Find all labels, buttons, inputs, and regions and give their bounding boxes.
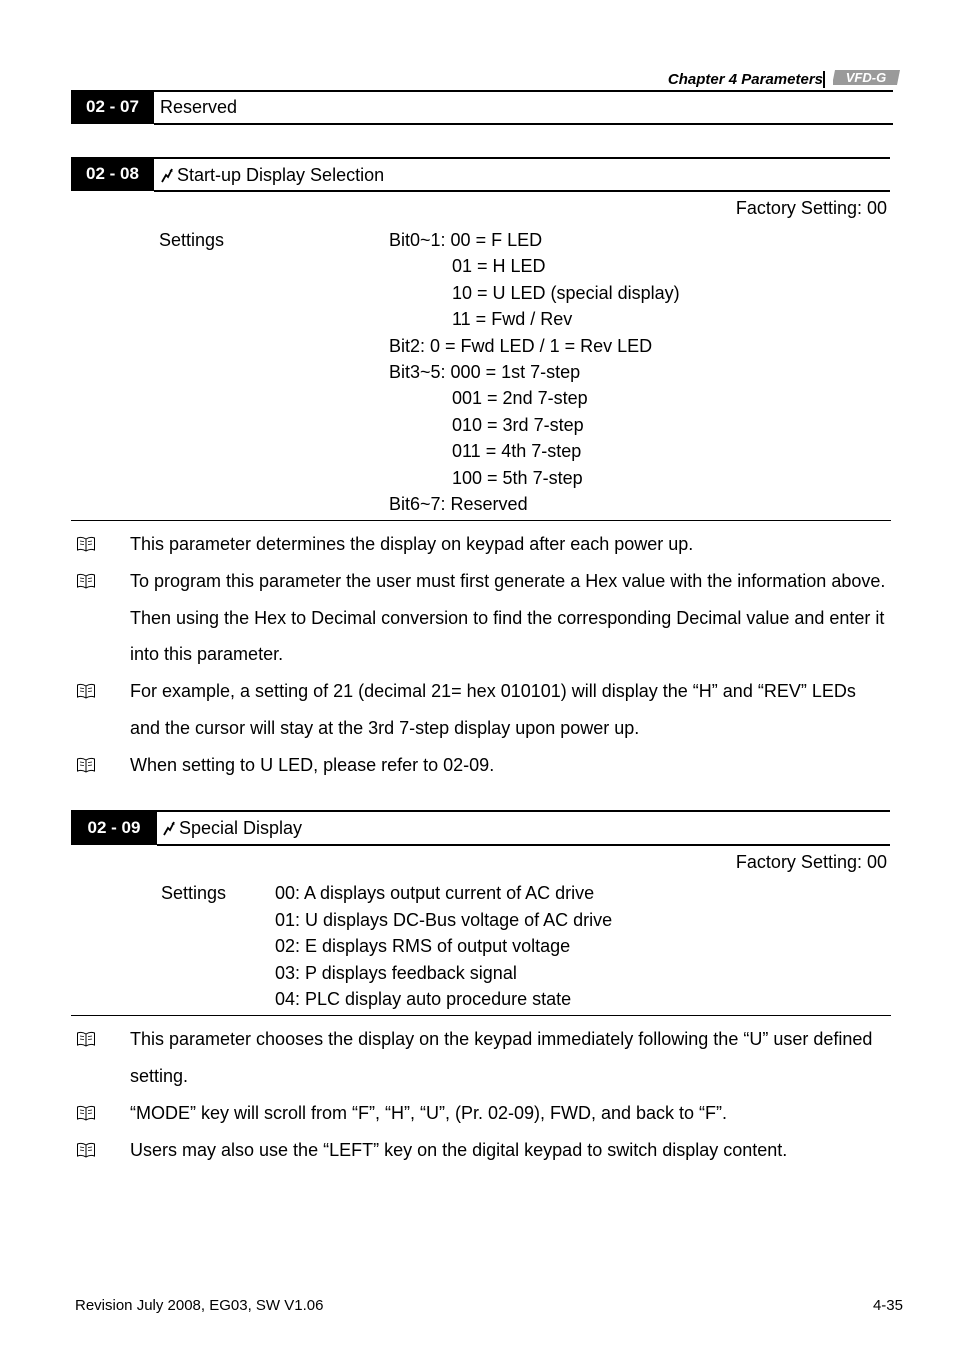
note-line: To program this parameter the user must first generate a Hex value with the information above. xyxy=(130,571,886,591)
note-line: Users may also use the “LEFT” key on the digital keypad to switch display content. xyxy=(130,1140,788,1160)
param-0207-top-rule xyxy=(71,90,893,92)
param-title-0208-text: Start-up Display Selection xyxy=(177,165,385,185)
param-code-0209: 02 - 09 xyxy=(71,810,157,845)
param-title-0207: Reserved xyxy=(160,97,238,117)
note-line: This parameter determines the display on keypad after each power up. xyxy=(130,534,694,554)
param-0209-top-rule xyxy=(71,810,890,812)
note-line: For example, a setting of 21 (decimal 21= hex 010101) will display the “H” and “REV” LEDs xyxy=(130,681,856,701)
note-line: “MODE” key will scroll from “F”, “H”, “U”, (Pr. 02-09), FWD, and back to “F”. xyxy=(130,1103,728,1123)
book-icon xyxy=(76,573,96,589)
book-icon xyxy=(76,1142,96,1158)
note-line: and the cursor will stay at the 3rd 7-step display upon power up. xyxy=(130,718,640,738)
param-0209-bottom-rule xyxy=(157,844,890,846)
setting-line: 03: P displays feedback signal xyxy=(275,963,517,983)
setting-line: 010 = 3rd 7-step xyxy=(452,415,584,435)
vfd-g-logo xyxy=(833,69,903,86)
modifiable-during-run-icon xyxy=(162,820,176,836)
settings-label-0209: Settings xyxy=(161,883,227,903)
logo-text: VFD-G xyxy=(845,70,887,85)
param-title-0209-text: Special Display xyxy=(179,818,303,838)
setting-line: 11 = Fwd / Rev xyxy=(452,309,573,329)
setting-line: Bit2: 0 = Fwd LED / 1 = Rev LED xyxy=(389,336,653,356)
book-icon xyxy=(76,1105,96,1121)
param-code-0207: 02 - 07 xyxy=(71,90,154,124)
note-line: Then using the Hex to Decimal conversion to find the corresponding Decimal value and enter it xyxy=(130,608,885,628)
param-0207-bottom-rule xyxy=(154,123,893,125)
setting-line: 02: E displays RMS of output voltage xyxy=(275,936,571,956)
setting-line: Bit0~1: 00 = F LED xyxy=(389,230,543,250)
note-line: When setting to U LED, please refer to 02-09. xyxy=(130,755,495,775)
setting-line: 00: A displays output current of AC drive xyxy=(275,883,595,903)
setting-line: 001 = 2nd 7-step xyxy=(452,388,588,408)
note-line: This parameter chooses the display on the keypad immediately following the “U” user defined xyxy=(130,1029,873,1049)
settings-label-0208: Settings xyxy=(159,230,225,250)
modifiable-during-run-icon xyxy=(160,167,174,183)
param-title-0208 xyxy=(160,164,384,186)
param-0208-top-rule xyxy=(71,157,890,159)
chapter-header: Chapter 4 Parameters xyxy=(667,71,823,88)
setting-line: 04: PLC display auto procedure state xyxy=(275,989,572,1009)
settings-0209-rule xyxy=(71,1015,891,1016)
param-code-0208: 02 - 08 xyxy=(71,157,154,191)
setting-line: 01: U displays DC-Bus voltage of AC drive xyxy=(275,910,613,930)
note-line: into this parameter. xyxy=(130,644,284,664)
book-icon xyxy=(76,536,96,552)
param-title-0209 xyxy=(162,817,302,839)
factory-setting-0208: Factory Setting: 00 xyxy=(735,198,887,218)
factory-setting-0209: Factory Setting: 00 xyxy=(735,852,887,872)
settings-0208-rule xyxy=(71,520,891,521)
note-line: setting. xyxy=(130,1066,189,1086)
footer-page-number: 4-35 xyxy=(872,1297,903,1314)
book-icon xyxy=(76,683,96,699)
param-0208-bottom-rule xyxy=(154,190,890,192)
book-icon xyxy=(76,1031,96,1047)
setting-line: 011 = 4th 7-step xyxy=(452,441,582,461)
footer-revision: Revision July 2008, EG03, SW V1.06 xyxy=(75,1297,324,1314)
setting-line: 10 = U LED (special display) xyxy=(452,283,680,303)
header-separator xyxy=(823,71,825,88)
setting-line: 01 = H LED xyxy=(452,256,546,276)
setting-line: Bit6~7: Reserved xyxy=(389,494,528,514)
setting-line: 100 = 5th 7-step xyxy=(452,468,583,488)
book-icon xyxy=(76,757,96,773)
setting-line: Bit3~5: 000 = 1st 7-step xyxy=(389,362,581,382)
